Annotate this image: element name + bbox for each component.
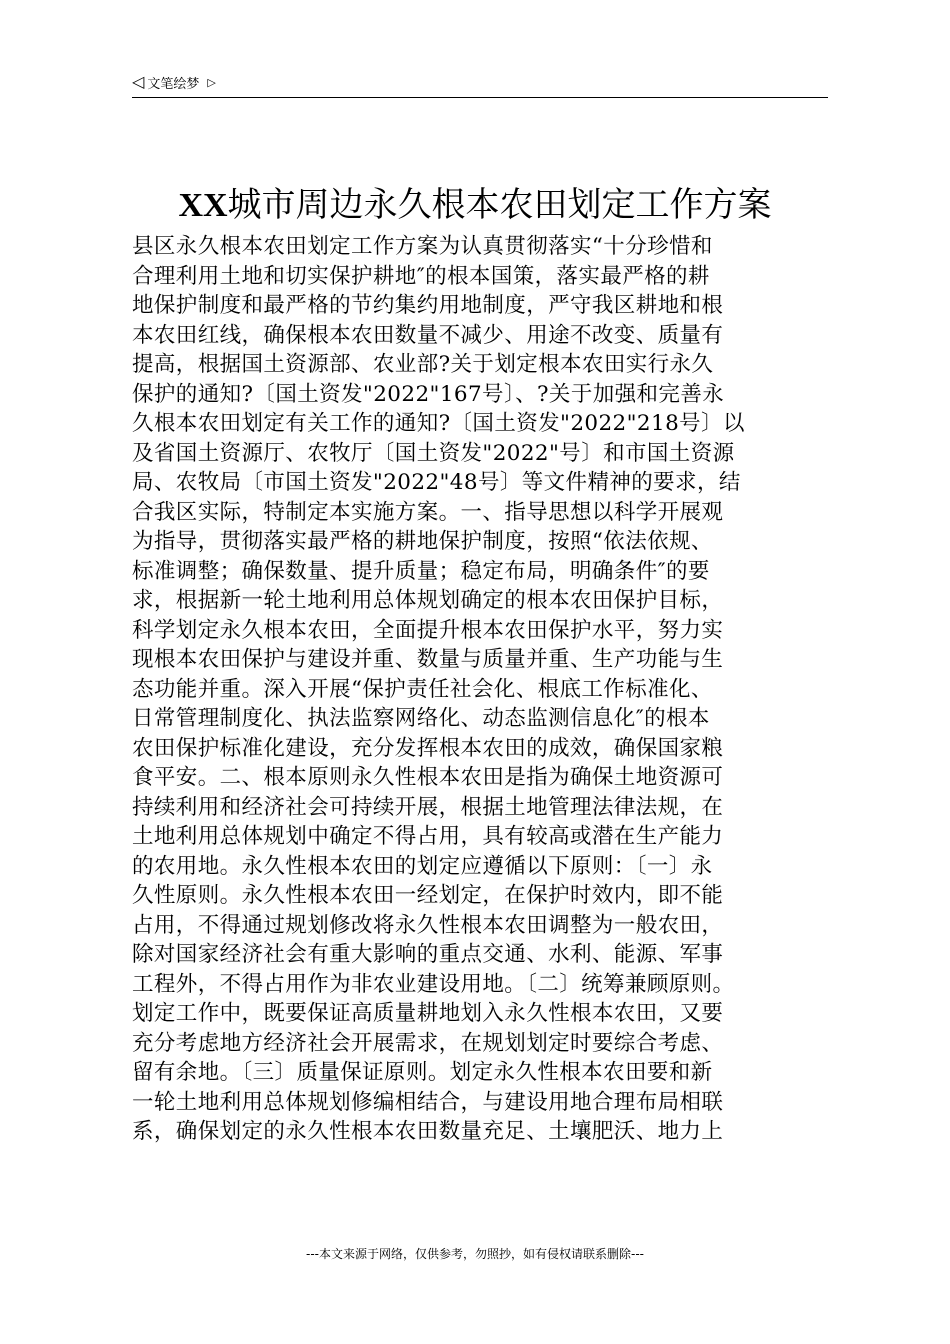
footer-notice: ---本文来源于网络，仅供参考，勿照抄，如有侵权请联系删除--- [306,1247,644,1261]
body-line: 科学划定永久根本农田，全面提升根本农田保护水平，努力实 [132,617,724,643]
body-line: 农田保护标准化建设，充分发挥根本农田的成效，确保国家粮 [132,735,724,761]
body-line: 标准调整；确保数量、提升质量；稳定布局，明确条件″的要 [132,558,710,584]
title-prefix: XX [178,187,228,224]
body-line: 除对国家经济社会有重大影响的重点交通、水利、能源、军事 [132,942,724,967]
body-line: 县区永久根本农田划定工作方案为认真贯彻落实“十分珍惜和 [132,234,713,259]
body-line: 久性原则。永久性根本农田一经划定，在保护时效内，即不能 [132,883,724,908]
document-title [132,183,818,228]
body-line: 现根本农田保护与建设并重、数量与质量并重、生产功能与生 [132,647,724,672]
header-brand: 文笔绘梦 [147,76,200,92]
body-line: 持续利用和经济社会可持续开展，根据土地管理法律法规，在 [132,794,724,820]
body-line: 为指导，贯彻落实最严格的耕地保护制度，按照“依法依规、 [132,529,713,554]
body-line: 留有余地。〔三〕质量保证原则。划定永久性根本农田要和新 [132,1060,713,1085]
page-header [132,72,216,92]
body-line: 合理利用土地和切实保护耕地″的根本国策，落实最严格的耕 [132,263,710,289]
body-line: 保护的通知?〔国土资发"2022"167号〕、?关于加强和完善永 [132,381,725,407]
body-line: 及省国土资源厅、农牧厅〔国土资发"2022"号〕和市国土资源 [132,440,735,466]
body-line: 划定工作中，既要保证高质量耕地划入永久性根本农田，又要 [132,1001,724,1026]
body-line: 工程外，不得占用作为非农业建设用地。〔二〕统筹兼顾原则。 [132,971,735,997]
body-line: 日常管理制度化、执法监察网络化、动态监测信息化″的根本 [132,706,710,731]
left-triangle-icon: ◁ [132,72,145,91]
body-line: 提高，根据国土资源部、农业部?关于划定根本农田实行永久 [132,352,714,377]
body-line: 一轮土地利用总体规划修编相结合，与建设用地合理布局相联 [132,1089,724,1115]
body-line: 系，确保划定的永久性根本农田数量充足、土壤肥沃、地力上 [132,1119,724,1144]
body-line: 求，根据新一轮土地利用总体规划确定的根本农田保护目标， [132,588,724,613]
title-text: 城市周边永久根本农田划定工作方案 [227,185,772,225]
body-line: 占用，不得通过规划修改将永久性根本农田调整为一般农田， [132,912,724,938]
body-line: 态功能并重。深入开展“保护责任社会化、根底工作标准化、 [132,676,713,702]
body-line: 本农田红线，确保根本农田数量不减少、用途不改变、质量有 [132,322,724,348]
body-line: 久根本农田划定有关工作的通知?〔国土资发"2022"218号〕以 [132,411,745,436]
document-body [132,232,828,1147]
body-line: 充分考虑地方经济社会开展需求，在规划划定时要综合考虑、 [132,1030,724,1056]
header-divider [132,97,828,98]
right-triangle-icon: ▷ [207,75,216,89]
body-line: 土地利用总体规划中确定不得占用，具有较高或潜在生产能力 [132,824,724,849]
body-line: 地保护制度和最严格的节约集约用地制度，严守我区耕地和根 [132,293,724,318]
body-line: 食平安。二、根本原则永久性根本农田是指为确保土地资源可 [132,765,724,790]
body-line: 合我区实际，特制定本实施方案。一、指导思想以科学开展观 [132,499,724,525]
body-line: 的农用地。永久性根本农田的划定应遵循以下原则：〔一〕永 [132,853,713,879]
body-line: 局、农牧局〔市国土资发"2022"48号〕等文件精神的要求，结 [132,470,741,495]
